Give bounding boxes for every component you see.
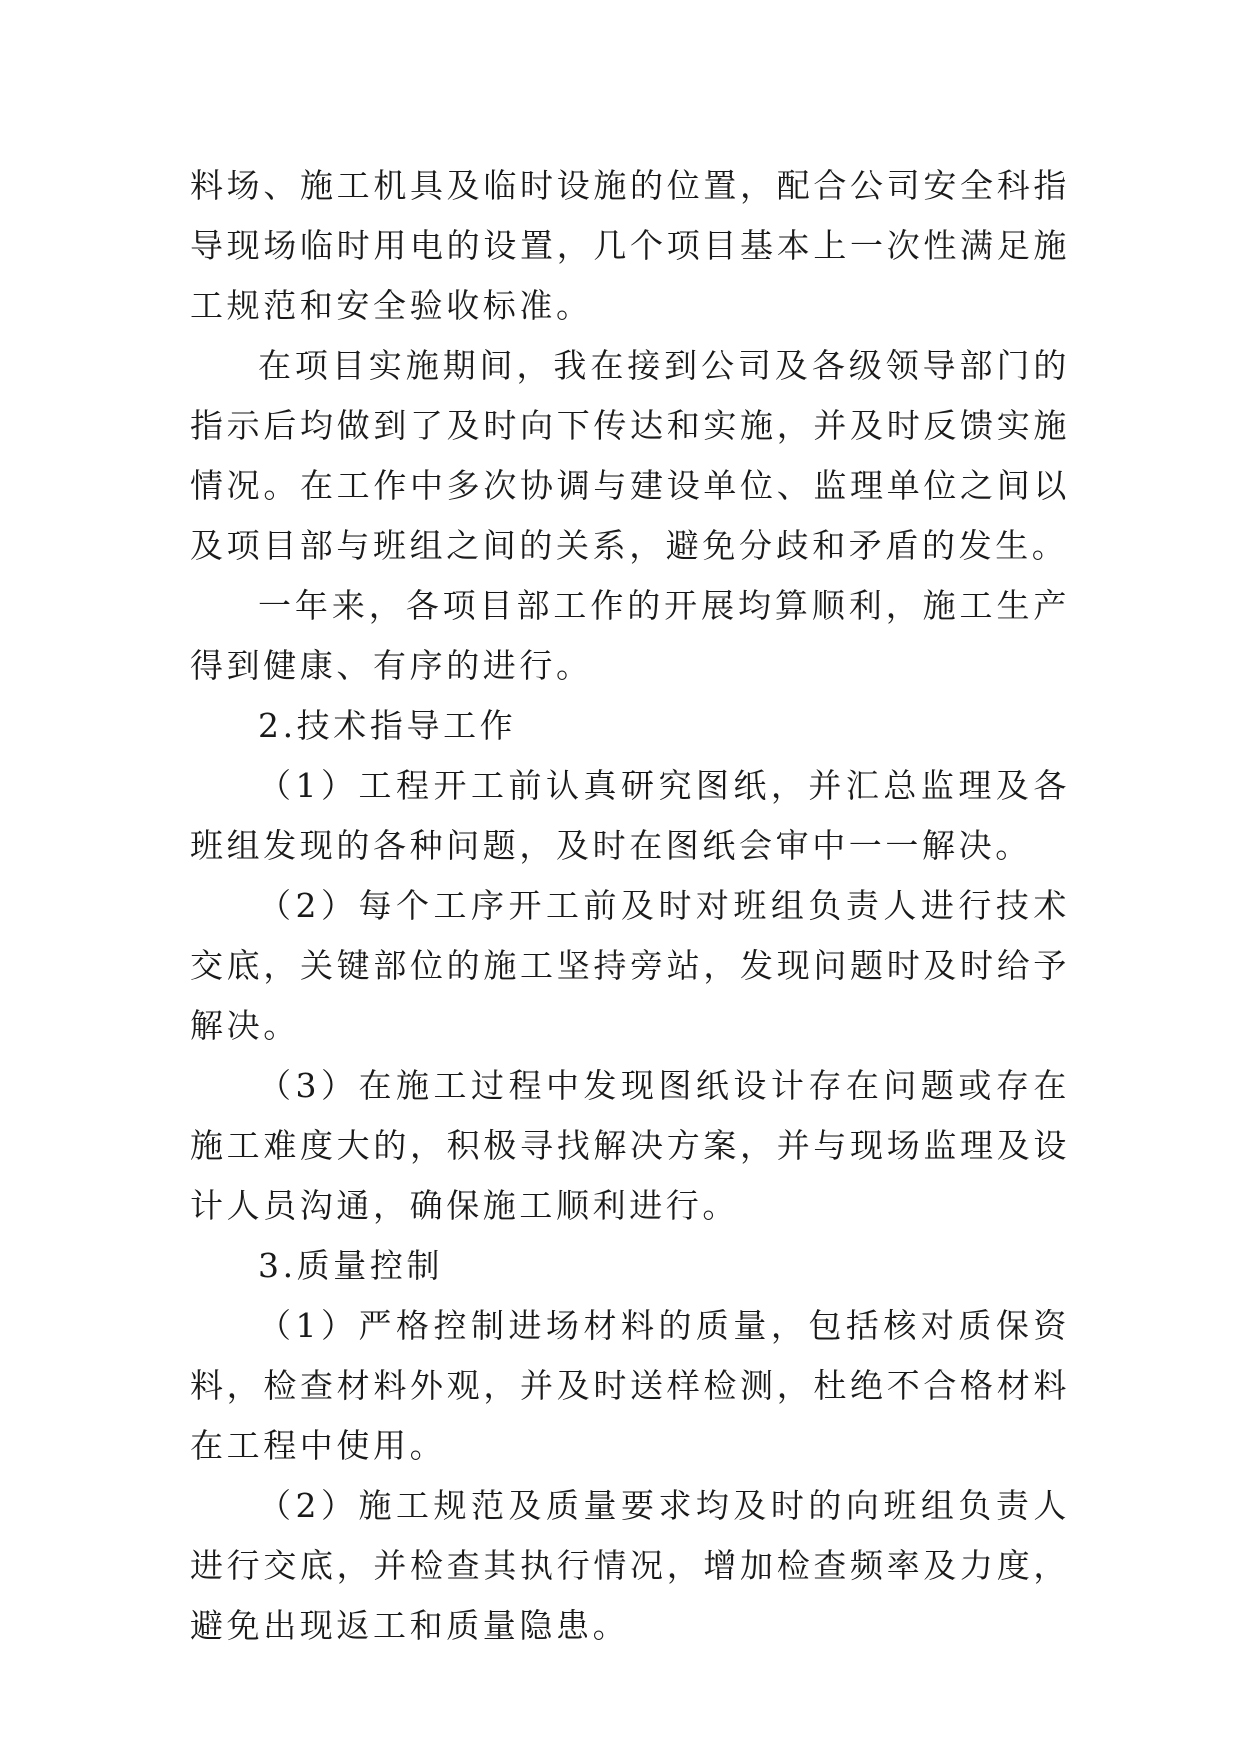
paragraph-tech-item-1: （1）工程开工前认真研究图纸，并汇总监理及各班组发现的各种问题，及时在图纸会审中一一解决。 — [190, 766, 1070, 865]
paragraph-tech-item-3: （3）在施工过程中发现图纸设计存在问题或存在施工难度大的，积极寻找解决方案，并与现场监理及设计人员沟通，确保施工顺利进行。 — [190, 1066, 1070, 1225]
paragraph-quality-item-1: （1）严格控制进场材料的质量，包括核对质保资料，检查材料外观，并及时送样检测，杜绝不合格材料在工程中使用。 — [190, 1306, 1070, 1465]
document-body — [190, 156, 1070, 1656]
paragraph-quality-item-2: （2）施工规范及质量要求均及时的向班组负责人进行交底，并检查其执行情况，增加检查频率及力度，避免出现返工和质量隐患。 — [190, 1486, 1070, 1645]
paragraph-site-layout: 料场、施工机具及临时设施的位置，配合公司安全科指导现场临时用电的设置，几个项目基本上一次性满足施工规范和安全验收标准。 — [190, 166, 1070, 325]
section-heading-technical-guidance: 2.技术指导工作 — [258, 706, 517, 745]
paragraph-year-summary: 一年来，各项目部工作的开展均算顺利，施工生产得到健康、有序的进行。 — [190, 586, 1070, 685]
paragraph-project-implementation: 在项目实施期间，我在接到公司及各级领导部门的指示后均做到了及时向下传达和实施，并及时反馈实施情况。在工作中多次协调与建设单位、监理单位之间以及项目部与班组之间的关系，避免分歧和矛盾的发生。 — [190, 346, 1070, 565]
paragraph-tech-item-2: （2）每个工序开工前及时对班组负责人进行技术交底，关键部位的施工坚持旁站，发现问题时及时给予解决。 — [190, 886, 1070, 1045]
section-heading-quality-control: 3.质量控制 — [258, 1246, 444, 1285]
